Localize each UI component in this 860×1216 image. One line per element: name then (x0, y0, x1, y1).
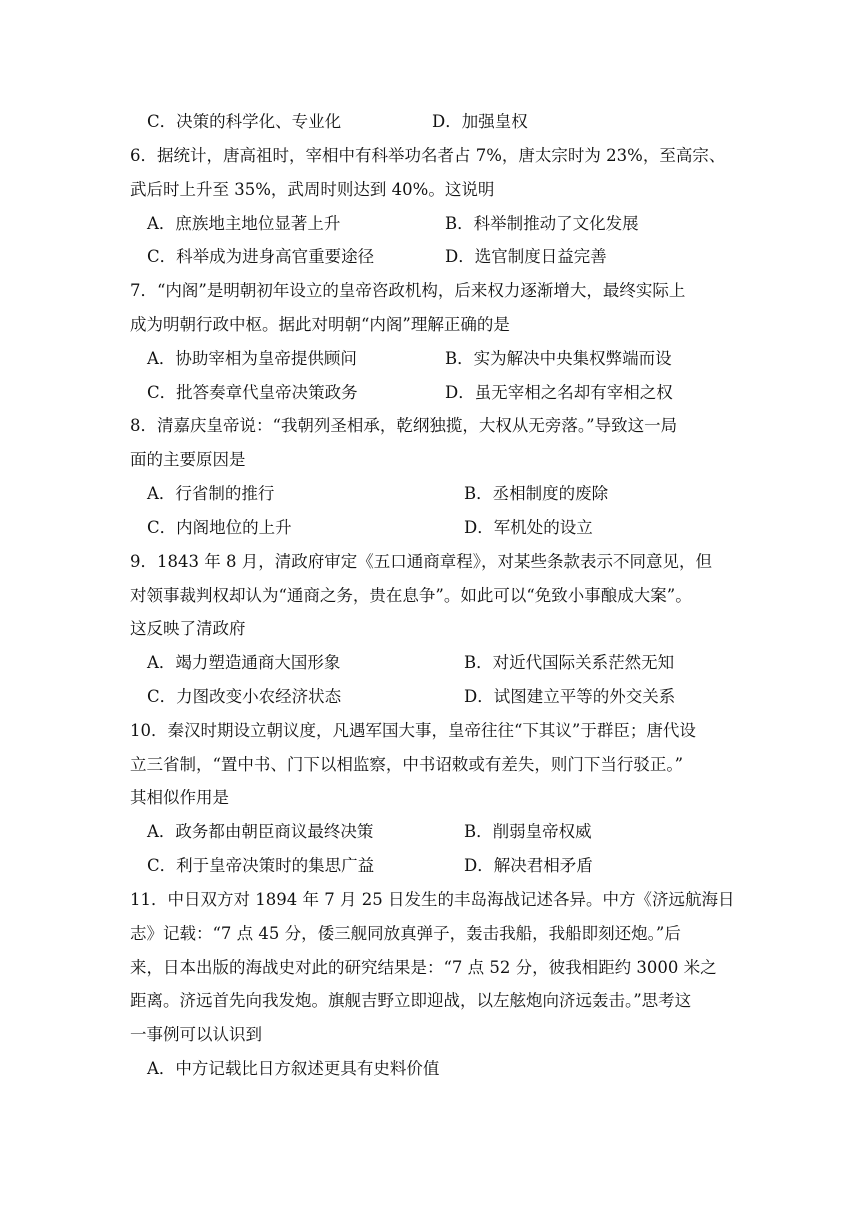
q8-option-b: B．丞相制度的废除 (464, 484, 609, 503)
q10-option-a: A．政务都由朝臣商议最终决策 (147, 822, 374, 841)
q10-option-c: C．利于皇帝决策时的集思广益 (147, 856, 375, 875)
q7-stem-line-1: 7．“内阁”是明朝初年设立的皇帝咨政机构，后来权力逐渐增大，最终实际上 (130, 281, 686, 300)
q8-stem-line-1: 8．清嘉庆皇帝说：“我朝列圣相承，乾纲独揽，大权从无旁落。”导致这一局 (130, 416, 678, 435)
q9-stem-line-3: 这反映了清政府 (130, 619, 246, 638)
q11-stem-line-3: 来，日本出版的海战史对此的研究结果是：“7 点 52 分，彼我相距约 3000 米之 (130, 958, 717, 977)
q8-stem-line-2: 面的主要原因是 (130, 450, 246, 469)
q9-stem-line-1: 9．1843 年 8 月，清政府审定《五口通商章程》，对某些条款表示不同意见，但 (130, 552, 712, 571)
q6-option-a: A．庶族地主地位显著上升 (147, 214, 341, 233)
q7-stem-line-2: 成为明朝行政中枢。据此对明朝“内阁”理解正确的是 (130, 315, 510, 334)
q10-stem-line-3: 其相似作用是 (130, 788, 229, 807)
q11-stem-line-2: 志》记载：“7 点 45 分，倭三舰同放真弹子，轰击我船，我船即刻还炮。”后 (130, 924, 681, 943)
q10-stem-line-2: 立三省制，“置中书、门下以相监察，中书诏敕或有差失，则门下当行驳正。” (130, 755, 684, 774)
q6-option-b: B．科举制推动了文化发展 (445, 214, 639, 233)
q6-stem-line-2: 武后时上升至 35%，武周时则达到 40%。这说明 (130, 180, 495, 199)
q6-option-c: C．科举成为进身高官重要途径 (147, 247, 375, 266)
q5-option-c: C．决策的科学化、专业化 (147, 112, 342, 131)
q7-option-c: C．批答奏章代皇帝决策政务 (147, 383, 358, 402)
q9-option-b: B．对近代国际关系茫然无知 (464, 653, 675, 672)
q7-option-a: A．协助宰相为皇帝提供顾问 (147, 349, 357, 368)
q10-option-d: D．解决君相矛盾 (464, 856, 593, 875)
q11-stem-line-5: 一事例可以认识到 (130, 1025, 262, 1044)
q5-option-d: D．加强皇权 (432, 112, 528, 131)
q11-stem-line-1: 11．中日双方对 1894 年 7 月 25 日发生的丰岛海战记述各异。中方《济远航海日 (130, 890, 735, 909)
q10-stem-line-1: 10．秦汉时期设立朝议度，凡遇军国大事，皇帝往往“下其议”于群臣；唐代设 (130, 721, 696, 740)
q8-option-a: A．行省制的推行 (147, 484, 275, 503)
q10-option-b: B．削弱皇帝权威 (464, 822, 592, 841)
q8-option-d: D．军机处的设立 (464, 518, 593, 537)
q6-option-d: D．选官制度日益完善 (445, 247, 607, 266)
q11-stem-line-4: 距离。济远首先向我发炮。旗舰吉野立即迎战，以左舷炮向济远轰击。”思考这 (130, 991, 692, 1010)
q8-option-c: C．内阁地位的上升 (147, 518, 292, 537)
q9-option-c: C．力图改变小农经济状态 (147, 687, 342, 706)
q11-option-a: A．中方记载比日方叙述更具有史料价值 (147, 1059, 440, 1078)
q9-option-a: A．竭力塑造通商大国形象 (147, 653, 341, 672)
q7-option-d: D．虽无宰相之名却有宰相之权 (445, 383, 673, 402)
q7-option-b: B．实为解决中央集权弊端而设 (445, 349, 672, 368)
q9-stem-line-2: 对领事裁判权却认为“通商之务，贵在息争”。如此可以“免致小事酿成大案”。 (130, 586, 692, 605)
q6-stem-line-1: 6．据统计，唐高祖时，宰相中有科举功名者占 7%，唐太宗时为 23%，至高宗、 (130, 146, 726, 165)
q9-option-d: D．试图建立平等的外交关系 (464, 687, 676, 706)
